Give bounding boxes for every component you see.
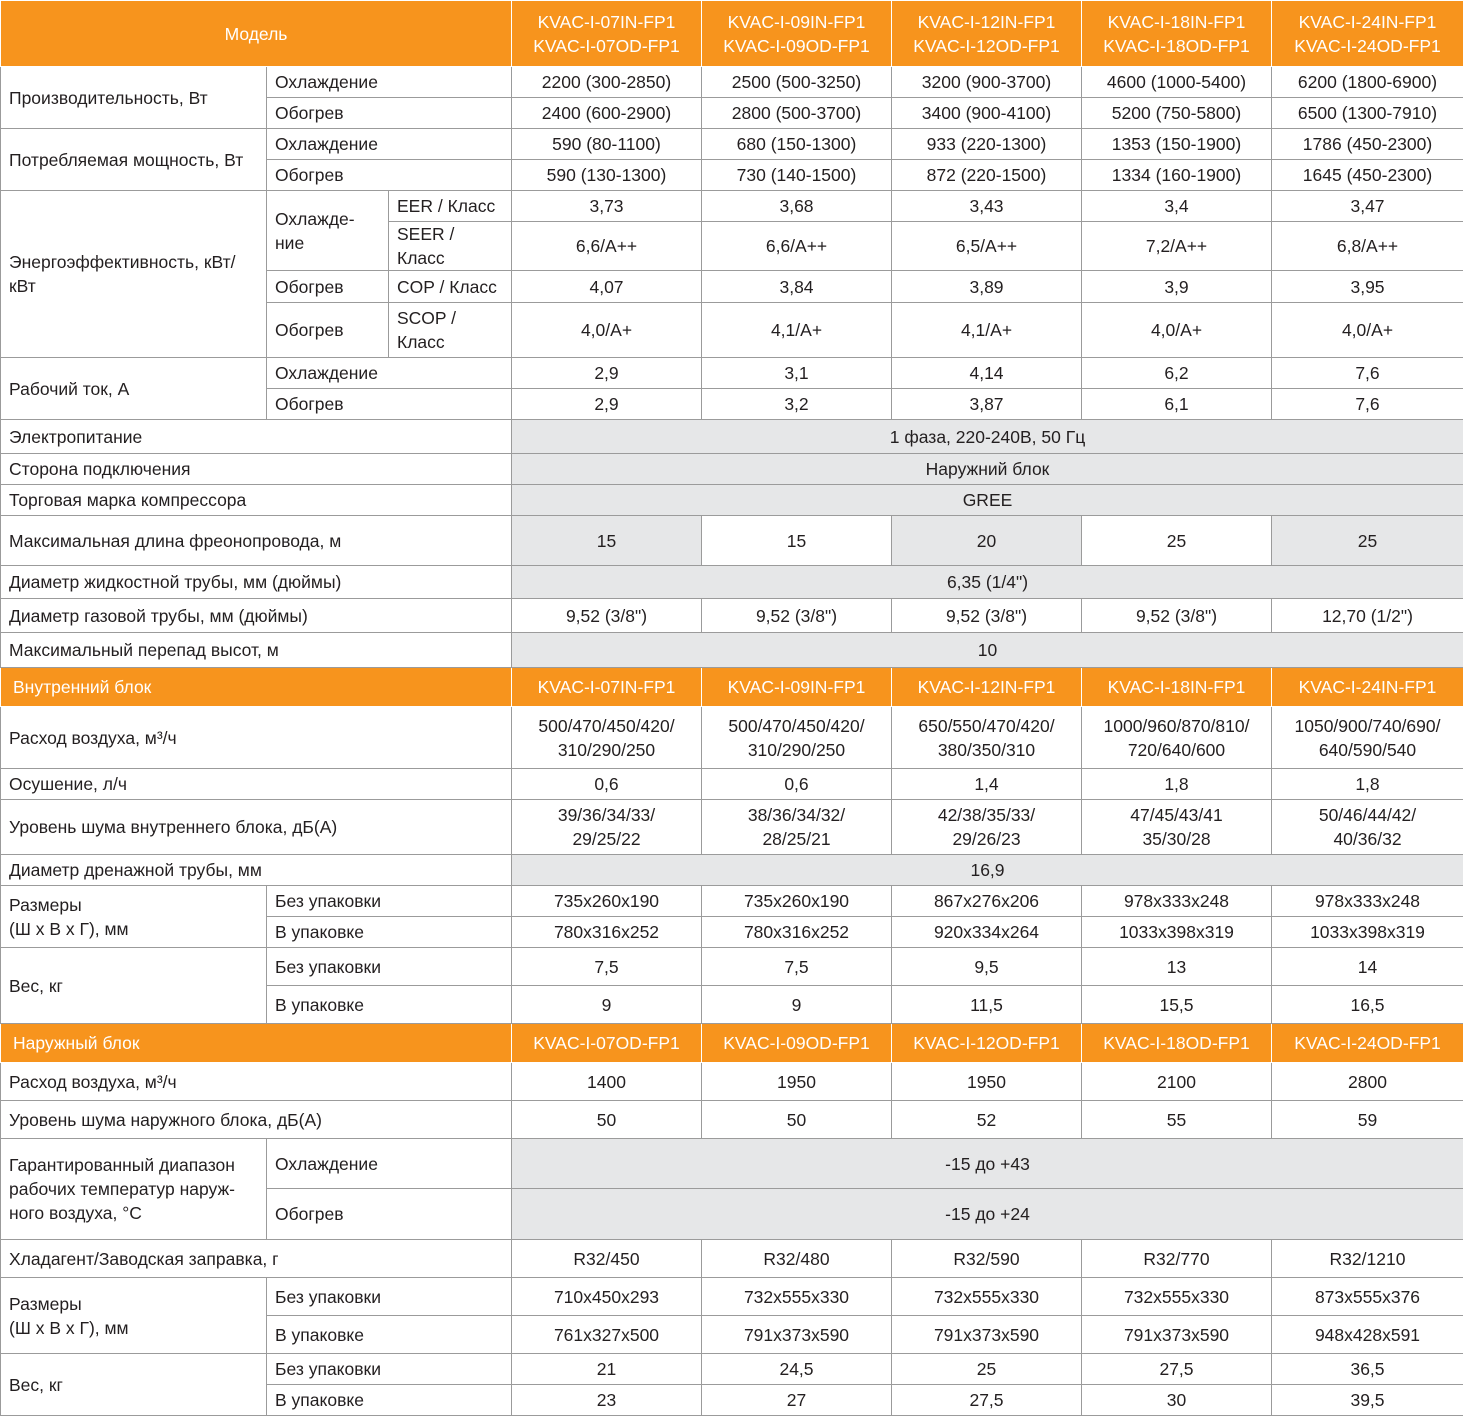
indoor-noise-value bbox=[512, 800, 702, 855]
power-cooling-value: 680 (150-1300) bbox=[702, 129, 892, 160]
indoor-dim-unpacked-value: 978x333x248 bbox=[1082, 886, 1272, 917]
heating-label: Обогрев bbox=[267, 1189, 512, 1240]
indoor-noise-value bbox=[1082, 800, 1272, 855]
eer-value: 3,4 bbox=[1082, 191, 1272, 222]
packed-label: В упаковке bbox=[267, 1385, 512, 1416]
indoor-model-name: KVAC-I-24IN-FP1 bbox=[1299, 12, 1437, 32]
cooling-label: Охлаждение bbox=[267, 129, 512, 160]
seer-value: 6,8/A++ bbox=[1272, 222, 1463, 271]
indoor-dim-packed-value: 920x334x264 bbox=[892, 917, 1082, 948]
outdoor-weight-packed-value: 27,5 bbox=[892, 1385, 1082, 1416]
indoor-weight-packed-value: 9 bbox=[512, 986, 702, 1024]
outdoor-dim-unpacked-value: 732x555x330 bbox=[1082, 1278, 1272, 1316]
gas-pipe-value: 9,52 (3/8") bbox=[512, 599, 702, 633]
outdoor-airflow-value: 1950 bbox=[892, 1063, 1082, 1101]
efficiency-heating-label: Обогрев bbox=[267, 271, 389, 303]
indoor-airflow-value bbox=[702, 707, 892, 769]
power-supply-label: Электропитание bbox=[1, 420, 512, 454]
label-line: Размеры bbox=[9, 895, 82, 915]
outdoor-model-name: KVAC-I-18OD-FP1 bbox=[1103, 36, 1250, 56]
label-line: (Ш х В х Г), мм bbox=[9, 1318, 129, 1338]
current-label: Рабочий ток, А bbox=[1, 358, 267, 420]
heating-label: Обогрев bbox=[267, 389, 512, 420]
model-header-cell bbox=[1082, 1, 1272, 67]
indoor-dim-packed-value: 780x316x252 bbox=[512, 917, 702, 948]
cooling-label: Охлаждение bbox=[267, 67, 512, 98]
noise-line: 28/25/21 bbox=[762, 829, 830, 849]
packed-label: В упаковке bbox=[267, 1316, 512, 1354]
table-row bbox=[1, 633, 1463, 668]
capacity-heating-value: 2800 (500-3700) bbox=[702, 98, 892, 129]
airflow-line: 1050/900/740/690/ bbox=[1295, 716, 1441, 736]
refrigerant-value: R32/1210 bbox=[1272, 1240, 1463, 1278]
table-row bbox=[1, 454, 1463, 485]
gas-pipe-value: 9,52 (3/8") bbox=[702, 599, 892, 633]
model-header-cell bbox=[702, 1, 892, 67]
indoor-dim-unpacked-value: 735x260x190 bbox=[702, 886, 892, 917]
indoor-section-header bbox=[1, 668, 1463, 707]
outdoor-dim-unpacked-value: 710x450x293 bbox=[512, 1278, 702, 1316]
outdoor-weight-packed-value: 30 bbox=[1082, 1385, 1272, 1416]
outdoor-model-name: KVAC-I-24OD-FP1 bbox=[1294, 36, 1441, 56]
scop-value: 4,0/A+ bbox=[1082, 303, 1272, 358]
indoor-weight-packed-value: 15,5 bbox=[1082, 986, 1272, 1024]
capacity-heating-value: 3400 (900-4100) bbox=[892, 98, 1082, 129]
airflow-line: 1000/960/870/810/ bbox=[1104, 716, 1250, 736]
max-pipe-length-value: 15 bbox=[512, 516, 702, 566]
noise-line: 39/36/34/33/ bbox=[558, 805, 655, 825]
max-pipe-length-value: 25 bbox=[1082, 516, 1272, 566]
table-row bbox=[1, 420, 1463, 454]
scop-value: 4,0/A+ bbox=[512, 303, 702, 358]
capacity-heating-value: 6500 (1300-7910) bbox=[1272, 98, 1463, 129]
refrigerant-label: Хладагент/Заводская заправка, г bbox=[1, 1240, 512, 1278]
indoor-model-name: KVAC-I-07IN-FP1 bbox=[538, 12, 676, 32]
outdoor-weight-unpacked-value: 36,5 bbox=[1272, 1354, 1463, 1385]
outdoor-dim-packed-value: 791x373x590 bbox=[1082, 1316, 1272, 1354]
outdoor-weight-packed-value: 39,5 bbox=[1272, 1385, 1463, 1416]
unpacked-label: Без упаковки bbox=[267, 1278, 512, 1316]
gas-pipe-value: 9,52 (3/8") bbox=[1082, 599, 1272, 633]
power-heating-value: 872 (220-1500) bbox=[892, 160, 1082, 191]
table-row bbox=[1, 1240, 1463, 1278]
indoor-model-name: KVAC-I-12IN-FP1 bbox=[918, 12, 1056, 32]
outdoor-noise-value: 52 bbox=[892, 1101, 1082, 1139]
table-row bbox=[1, 191, 1463, 222]
indoor-airflow-value bbox=[892, 707, 1082, 769]
label-line: ного воздуха, °С bbox=[9, 1203, 142, 1223]
outdoor-weight-unpacked-value: 24,5 bbox=[702, 1354, 892, 1385]
outdoor-model-name: KVAC-I-09OD-FP1 bbox=[702, 1024, 892, 1063]
indoor-weight-unpacked-value: 9,5 bbox=[892, 948, 1082, 986]
eer-label: EER / Класс bbox=[389, 191, 512, 222]
indoor-noise-label: Уровень шума внутреннего блока, дБ(А) bbox=[1, 800, 512, 855]
compressor-brand-label: Торговая марка компрессора bbox=[1, 485, 512, 516]
capacity-label: Производительность, Вт bbox=[1, 67, 267, 129]
indoor-weight-packed-value: 9 bbox=[702, 986, 892, 1024]
table-row bbox=[1, 358, 1463, 389]
model-header-cell bbox=[1272, 1, 1463, 67]
table-row bbox=[1, 599, 1463, 633]
indoor-model-name: KVAC-I-24IN-FP1 bbox=[1272, 668, 1463, 707]
airflow-line: 500/470/450/420/ bbox=[728, 716, 864, 736]
outdoor-model-name: KVAC-I-18OD-FP1 bbox=[1082, 1024, 1272, 1063]
outdoor-weight-unpacked-value: 25 bbox=[892, 1354, 1082, 1385]
outdoor-model-name: KVAC-I-07OD-FP1 bbox=[533, 36, 680, 56]
dehumidification-value: 1,8 bbox=[1272, 769, 1463, 800]
connection-side-value: Наружний блок bbox=[512, 454, 1463, 485]
capacity-heating-value: 5200 (750-5800) bbox=[1082, 98, 1272, 129]
outdoor-dim-packed-value: 791x373x590 bbox=[892, 1316, 1082, 1354]
max-pipe-length-value: 25 bbox=[1272, 516, 1463, 566]
max-height-diff-value: 10 bbox=[512, 633, 1463, 668]
eer-value: 3,68 bbox=[702, 191, 892, 222]
power-supply-value: 1 фаза, 220-240В, 50 Гц bbox=[512, 420, 1463, 454]
seer-value: 6,6/A++ bbox=[702, 222, 892, 271]
noise-line: 47/45/43/41 bbox=[1130, 805, 1222, 825]
indoor-model-name: KVAC-I-18IN-FP1 bbox=[1082, 668, 1272, 707]
noise-line: 40/36/32 bbox=[1333, 829, 1401, 849]
indoor-model-name: KVAC-I-12IN-FP1 bbox=[892, 668, 1082, 707]
heating-label: Обогрев bbox=[267, 160, 512, 191]
outdoor-noise-label: Уровень шума наружного блока, дБ(А) bbox=[1, 1101, 512, 1139]
indoor-dim-unpacked-value: 978x333x248 bbox=[1272, 886, 1463, 917]
table-row bbox=[1, 1139, 1463, 1189]
capacity-cooling-value: 2200 (300-2850) bbox=[512, 67, 702, 98]
gas-pipe-label: Диаметр газовой трубы, мм (дюймы) bbox=[1, 599, 512, 633]
outdoor-model-name: KVAC-I-09OD-FP1 bbox=[723, 36, 870, 56]
seer-label: SEER / Класс bbox=[389, 222, 512, 271]
heating-label: Обогрев bbox=[267, 98, 512, 129]
current-cooling-value: 7,6 bbox=[1272, 358, 1463, 389]
airflow-line: 720/640/600 bbox=[1128, 740, 1225, 760]
outdoor-dim-packed-value: 791x373x590 bbox=[702, 1316, 892, 1354]
table-row bbox=[1, 516, 1463, 566]
indoor-airflow-value bbox=[512, 707, 702, 769]
outdoor-airflow-label: Расход воздуха, м³/ч bbox=[1, 1063, 512, 1101]
liquid-pipe-label: Диаметр жидкостной трубы, мм (дюймы) bbox=[1, 566, 512, 599]
max-pipe-length-value: 15 bbox=[702, 516, 892, 566]
power-heating-value: 590 (130-1300) bbox=[512, 160, 702, 191]
table-row bbox=[1, 485, 1463, 516]
seer-value: 6,6/A++ bbox=[512, 222, 702, 271]
power-cooling-value: 933 (220-1300) bbox=[892, 129, 1082, 160]
efficiency-label: Энергоэффективность, кВт/кВт bbox=[1, 191, 267, 358]
outdoor-airflow-value: 2800 bbox=[1272, 1063, 1463, 1101]
seer-value: 6,5/A++ bbox=[892, 222, 1082, 271]
max-pipe-length-value: 20 bbox=[892, 516, 1082, 566]
outdoor-model-name: KVAC-I-12OD-FP1 bbox=[913, 36, 1060, 56]
outdoor-section-title: Наружный блок bbox=[1, 1024, 512, 1063]
indoor-airflow-value bbox=[1272, 707, 1463, 769]
current-cooling-value: 6,2 bbox=[1082, 358, 1272, 389]
model-header-cell bbox=[892, 1, 1082, 67]
label-line: Гарантированный диапазон bbox=[9, 1155, 235, 1175]
unpacked-label: Без упаковки bbox=[267, 886, 512, 917]
capacity-cooling-value: 3200 (900-3700) bbox=[892, 67, 1082, 98]
table-row bbox=[1, 129, 1463, 160]
dehumidification-value: 0,6 bbox=[702, 769, 892, 800]
outdoor-noise-value: 50 bbox=[702, 1101, 892, 1139]
indoor-model-name: KVAC-I-07IN-FP1 bbox=[512, 668, 702, 707]
compressor-brand-value: GREE bbox=[512, 485, 1463, 516]
table-row bbox=[1, 566, 1463, 599]
indoor-weight-unpacked-value: 7,5 bbox=[512, 948, 702, 986]
power-cooling-value: 590 (80-1100) bbox=[512, 129, 702, 160]
outdoor-airflow-value: 1400 bbox=[512, 1063, 702, 1101]
max-pipe-length-label: Максимальная длина фреонопровода, м bbox=[1, 516, 512, 566]
indoor-weight-packed-value: 16,5 bbox=[1272, 986, 1463, 1024]
indoor-noise-value bbox=[702, 800, 892, 855]
outdoor-model-name: KVAC-I-07OD-FP1 bbox=[512, 1024, 702, 1063]
current-cooling-value: 2,9 bbox=[512, 358, 702, 389]
indoor-weight-unpacked-value: 14 bbox=[1272, 948, 1463, 986]
label-line: Размеры bbox=[9, 1294, 82, 1314]
dehumidification-value: 1,8 bbox=[1082, 769, 1272, 800]
table-row bbox=[1, 886, 1463, 917]
indoor-dim-packed-value: 780x316x252 bbox=[702, 917, 892, 948]
outdoor-model-name: KVAC-I-12OD-FP1 bbox=[892, 1024, 1082, 1063]
table-row bbox=[1, 769, 1463, 800]
capacity-heating-value: 2400 (600-2900) bbox=[512, 98, 702, 129]
airflow-line: 640/590/540 bbox=[1319, 740, 1416, 760]
noise-line: 42/38/35/33/ bbox=[938, 805, 1035, 825]
power-input-label: Потребляемая мощность, Вт bbox=[1, 129, 267, 191]
eer-value: 3,43 bbox=[892, 191, 1082, 222]
refrigerant-value: R32/450 bbox=[512, 1240, 702, 1278]
power-heating-value: 1645 (450-2300) bbox=[1272, 160, 1463, 191]
outdoor-noise-value: 55 bbox=[1082, 1101, 1272, 1139]
indoor-dimensions-label bbox=[1, 886, 267, 948]
connection-side-label: Сторона подключения bbox=[1, 454, 512, 485]
outdoor-section-header bbox=[1, 1024, 1463, 1063]
airflow-line: 310/290/250 bbox=[558, 740, 655, 760]
packed-label: В упаковке bbox=[267, 917, 512, 948]
outdoor-airflow-value: 2100 bbox=[1082, 1063, 1272, 1101]
scop-label: SCOP / Класс bbox=[389, 303, 512, 358]
outdoor-dim-unpacked-value: 732x555x330 bbox=[702, 1278, 892, 1316]
current-heating-value: 3,87 bbox=[892, 389, 1082, 420]
efficiency-cooling-label: Охлажде-ние bbox=[267, 191, 389, 271]
cop-value: 3,95 bbox=[1272, 271, 1463, 303]
noise-line: 35/30/28 bbox=[1142, 829, 1210, 849]
scop-value: 4,1/A+ bbox=[892, 303, 1082, 358]
cop-value: 3,84 bbox=[702, 271, 892, 303]
dehumidification-label: Осушение, л/ч bbox=[1, 769, 512, 800]
temp-range-cooling-value: -15 до +43 bbox=[512, 1139, 1463, 1189]
outdoor-weight-packed-value: 23 bbox=[512, 1385, 702, 1416]
outdoor-dim-unpacked-value: 873x555x376 bbox=[1272, 1278, 1463, 1316]
indoor-dim-packed-value: 1033x398x319 bbox=[1082, 917, 1272, 948]
temp-range-heating-value: -15 до +24 bbox=[512, 1189, 1463, 1240]
indoor-airflow-value bbox=[1082, 707, 1272, 769]
indoor-model-name: KVAC-I-18IN-FP1 bbox=[1108, 12, 1246, 32]
indoor-dim-unpacked-value: 735x260x190 bbox=[512, 886, 702, 917]
unpacked-label: Без упаковки bbox=[267, 1354, 512, 1385]
table-row bbox=[1, 800, 1463, 855]
dehumidification-value: 1,4 bbox=[892, 769, 1082, 800]
refrigerant-value: R32/770 bbox=[1082, 1240, 1272, 1278]
outdoor-noise-value: 59 bbox=[1272, 1101, 1463, 1139]
table-row bbox=[1, 707, 1463, 769]
cop-value: 3,89 bbox=[892, 271, 1082, 303]
indoor-section-title: Внутренний блок bbox=[1, 668, 512, 707]
outdoor-noise-value: 50 bbox=[512, 1101, 702, 1139]
drain-pipe-label: Диаметр дренажной трубы, мм bbox=[1, 855, 512, 886]
outdoor-weight-label: Вес, кг bbox=[1, 1354, 267, 1416]
cop-value: 3,9 bbox=[1082, 271, 1272, 303]
cooling-label: Охлаждение bbox=[267, 1139, 512, 1189]
current-heating-value: 3,2 bbox=[702, 389, 892, 420]
indoor-airflow-label: Расход воздуха, м³/ч bbox=[1, 707, 512, 769]
outdoor-dimensions-label bbox=[1, 1278, 267, 1354]
airflow-line: 310/290/250 bbox=[748, 740, 845, 760]
outdoor-dim-packed-value: 761x327x500 bbox=[512, 1316, 702, 1354]
drain-pipe-value: 16,9 bbox=[512, 855, 1463, 886]
outdoor-weight-unpacked-value: 21 bbox=[512, 1354, 702, 1385]
airflow-line: 380/350/310 bbox=[938, 740, 1035, 760]
table-row bbox=[1, 1354, 1463, 1385]
noise-line: 29/26/23 bbox=[952, 829, 1020, 849]
table-row bbox=[1, 1101, 1463, 1139]
indoor-noise-value bbox=[892, 800, 1082, 855]
indoor-weight-packed-value: 11,5 bbox=[892, 986, 1082, 1024]
seer-value: 7,2/A++ bbox=[1082, 222, 1272, 271]
refrigerant-value: R32/480 bbox=[702, 1240, 892, 1278]
model-header-cell bbox=[512, 1, 702, 67]
scop-value: 4,0/A+ bbox=[1272, 303, 1463, 358]
capacity-cooling-value: 4600 (1000-5400) bbox=[1082, 67, 1272, 98]
eer-value: 3,73 bbox=[512, 191, 702, 222]
current-heating-value: 7,6 bbox=[1272, 389, 1463, 420]
model-label: Модель bbox=[1, 1, 512, 67]
label-line: рабочих температур наруж- bbox=[9, 1179, 235, 1199]
outdoor-weight-packed-value: 27 bbox=[702, 1385, 892, 1416]
table-row bbox=[1, 67, 1463, 98]
table-row bbox=[1, 1278, 1463, 1316]
label-line: (Ш х В х Г), мм bbox=[9, 919, 129, 939]
current-heating-value: 2,9 bbox=[512, 389, 702, 420]
indoor-weight-unpacked-value: 13 bbox=[1082, 948, 1272, 986]
cop-label: COP / Класс bbox=[389, 271, 512, 303]
eer-value: 3,47 bbox=[1272, 191, 1463, 222]
indoor-dim-unpacked-value: 867x276x206 bbox=[892, 886, 1082, 917]
cooling-label: Охлаждение bbox=[267, 358, 512, 389]
gas-pipe-value: 12,70 (1/2") bbox=[1272, 599, 1463, 633]
outdoor-dim-unpacked-value: 732x555x330 bbox=[892, 1278, 1082, 1316]
temp-range-label bbox=[1, 1139, 267, 1240]
model-header-row bbox=[1, 1, 1463, 67]
gas-pipe-value: 9,52 (3/8") bbox=[892, 599, 1082, 633]
scop-value: 4,1/A+ bbox=[702, 303, 892, 358]
capacity-cooling-value: 6200 (1800-6900) bbox=[1272, 67, 1463, 98]
indoor-dim-packed-value: 1033x398x319 bbox=[1272, 917, 1463, 948]
noise-line: 29/25/22 bbox=[572, 829, 640, 849]
refrigerant-value: R32/590 bbox=[892, 1240, 1082, 1278]
outdoor-weight-unpacked-value: 27,5 bbox=[1082, 1354, 1272, 1385]
outdoor-dim-packed-value: 948x428x591 bbox=[1272, 1316, 1463, 1354]
current-heating-value: 6,1 bbox=[1082, 389, 1272, 420]
outdoor-model-name: KVAC-I-24OD-FP1 bbox=[1272, 1024, 1463, 1063]
table-row bbox=[1, 1063, 1463, 1101]
current-cooling-value: 4,14 bbox=[892, 358, 1082, 389]
current-cooling-value: 3,1 bbox=[702, 358, 892, 389]
indoor-model-name: KVAC-I-09IN-FP1 bbox=[728, 12, 866, 32]
table-row bbox=[1, 855, 1463, 886]
noise-line: 38/36/34/32/ bbox=[748, 805, 845, 825]
power-heating-value: 1334 (160-1900) bbox=[1082, 160, 1272, 191]
power-cooling-value: 1786 (450-2300) bbox=[1272, 129, 1463, 160]
indoor-model-name: KVAC-I-09IN-FP1 bbox=[702, 668, 892, 707]
indoor-weight-unpacked-value: 7,5 bbox=[702, 948, 892, 986]
efficiency-heating-label: Обогрев bbox=[267, 303, 389, 358]
liquid-pipe-value: 6,35 (1/4") bbox=[512, 566, 1463, 599]
packed-label: В упаковке bbox=[267, 986, 512, 1024]
outdoor-airflow-value: 1950 bbox=[702, 1063, 892, 1101]
power-heating-value: 730 (140-1500) bbox=[702, 160, 892, 191]
unpacked-label: Без упаковки bbox=[267, 948, 512, 986]
airflow-line: 650/550/470/420/ bbox=[918, 716, 1054, 736]
noise-line: 50/46/44/42/ bbox=[1319, 805, 1416, 825]
dehumidification-value: 0,6 bbox=[512, 769, 702, 800]
airflow-line: 500/470/450/420/ bbox=[538, 716, 674, 736]
capacity-cooling-value: 2500 (500-3250) bbox=[702, 67, 892, 98]
table-row bbox=[1, 948, 1463, 986]
power-cooling-value: 1353 (150-1900) bbox=[1082, 129, 1272, 160]
max-height-diff-label: Максимальный перепад высот, м bbox=[1, 633, 512, 668]
indoor-noise-value bbox=[1272, 800, 1463, 855]
indoor-weight-label: Вес, кг bbox=[1, 948, 267, 1024]
cop-value: 4,07 bbox=[512, 271, 702, 303]
